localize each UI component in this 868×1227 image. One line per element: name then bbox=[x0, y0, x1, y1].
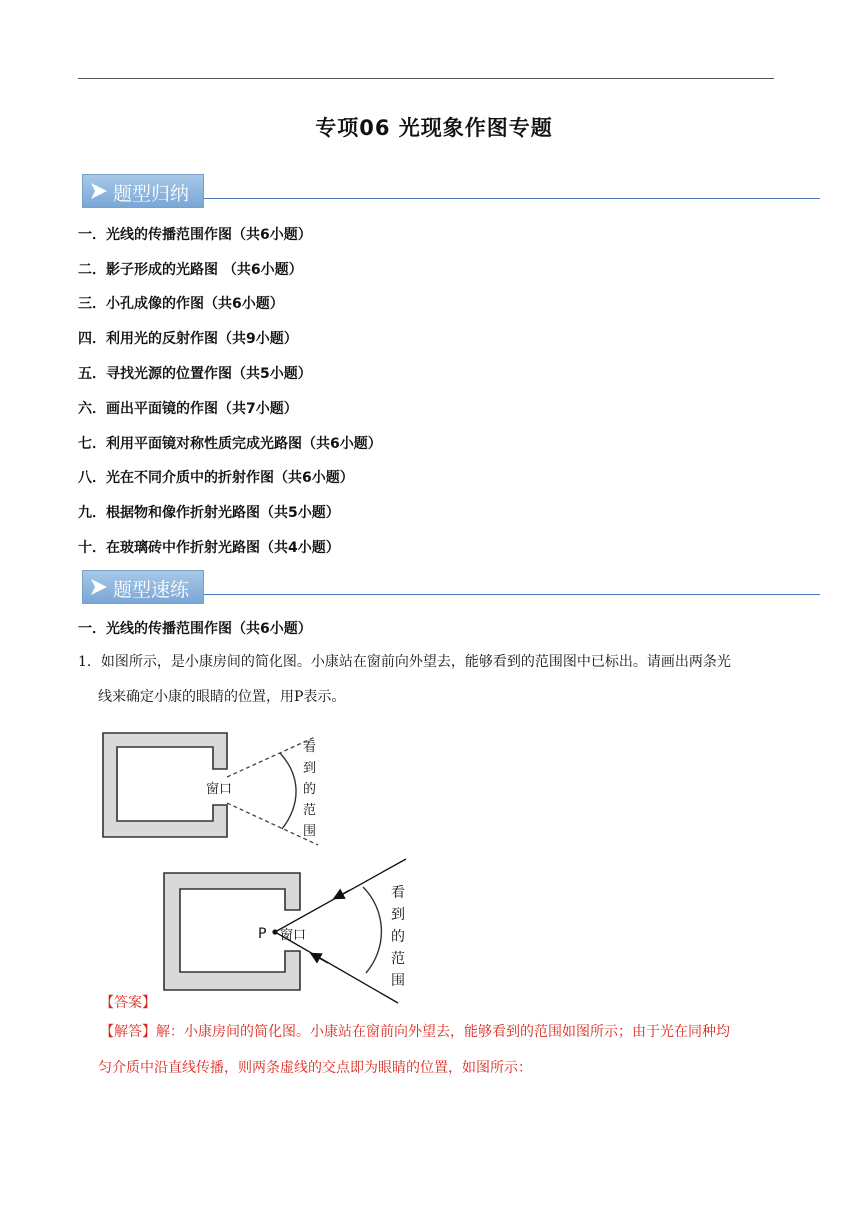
range-label-char: 看 bbox=[391, 885, 405, 901]
ray-arrow-lower bbox=[312, 954, 328, 963]
document-title: 专项06 光现象作图专题 bbox=[315, 116, 553, 140]
range-label-char: 范 bbox=[303, 803, 317, 818]
answer-label: 【答案】 bbox=[100, 995, 156, 1011]
room-diagram-question bbox=[100, 725, 330, 850]
range-label-char: 到 bbox=[303, 761, 317, 776]
ray-arrow-upper bbox=[335, 890, 350, 898]
eye-point-label: P bbox=[258, 926, 267, 942]
question-text-line2: 线来确定小康的眼睛的位置，用P表示。 bbox=[98, 689, 346, 705]
section-title-summary: 题型归纳 bbox=[113, 183, 190, 205]
section-banner-practice bbox=[82, 570, 820, 604]
toc-item[interactable]: 一．光线的传播范围作图（共6小题） bbox=[78, 227, 312, 243]
range-arc bbox=[363, 887, 381, 973]
room-diagram-answer bbox=[160, 855, 415, 1005]
section-title-practice: 题型速练 bbox=[113, 579, 190, 601]
question-1 bbox=[78, 645, 798, 715]
range-label-char: 的 bbox=[391, 929, 405, 945]
header-rule bbox=[78, 78, 774, 79]
banner-box bbox=[82, 174, 204, 208]
question-text-line1: 1．如图所示，是小康房间的简化图。小康站在窗前向外望去，能够看到的范围图中已标出。请画出两条光 bbox=[78, 654, 731, 670]
range-label-char: 围 bbox=[391, 973, 405, 989]
section-banner-summary bbox=[82, 174, 820, 208]
arrow-right-icon bbox=[89, 576, 109, 598]
practice-heading: 一．光线的传播范围作图（共6小题） bbox=[78, 621, 312, 637]
toc-item[interactable]: 五．寻找光源的位置作图（共5小题） bbox=[78, 366, 312, 382]
window-label: 窗口 bbox=[280, 928, 307, 943]
range-label-char: 到 bbox=[391, 907, 405, 923]
banner-box bbox=[82, 570, 204, 604]
range-boundary-upper bbox=[227, 737, 315, 777]
range-arc bbox=[280, 753, 296, 829]
explanation-line2: 匀介质中沿直线传播，则两条虚线的交点即为眼睛的位置，如图所示： bbox=[98, 1060, 532, 1076]
toc-item[interactable]: 六．画出平面镜的作图（共7小题） bbox=[78, 401, 298, 417]
banner-rule bbox=[204, 198, 820, 199]
explanation bbox=[100, 1014, 800, 1086]
toc-item[interactable]: 四．利用光的反射作图（共9小题） bbox=[78, 331, 298, 347]
arrow-right-icon bbox=[89, 180, 109, 202]
toc-item[interactable]: 十．在玻璃砖中作折射光路图（共4小题） bbox=[78, 540, 340, 556]
eye-point bbox=[272, 929, 277, 934]
toc-item[interactable]: 七．利用平面镜对称性质完成光路图（共6小题） bbox=[78, 436, 382, 452]
range-label-char: 围 bbox=[303, 824, 317, 839]
range-label-char: 看 bbox=[303, 740, 317, 755]
toc-item[interactable]: 三．小孔成像的作图（共6小题） bbox=[78, 296, 284, 312]
banner-rule bbox=[204, 594, 820, 595]
range-label-char: 的 bbox=[303, 782, 317, 797]
toc-item[interactable]: 九．根据物和像作折射光路图（共5小题） bbox=[78, 505, 340, 521]
explanation-line1: 【解答】解：小康房间的简化图。小康站在窗前向外望去，能够看到的范围如图所示；由于光在同种均 bbox=[100, 1024, 730, 1040]
toc-item[interactable]: 八．光在不同介质中的折射作图（共6小题） bbox=[78, 470, 354, 486]
toc-item[interactable]: 二．影子形成的光路图 （共6小题） bbox=[78, 262, 303, 278]
range-label-char: 范 bbox=[391, 951, 405, 967]
window-label: 窗口 bbox=[206, 782, 233, 797]
